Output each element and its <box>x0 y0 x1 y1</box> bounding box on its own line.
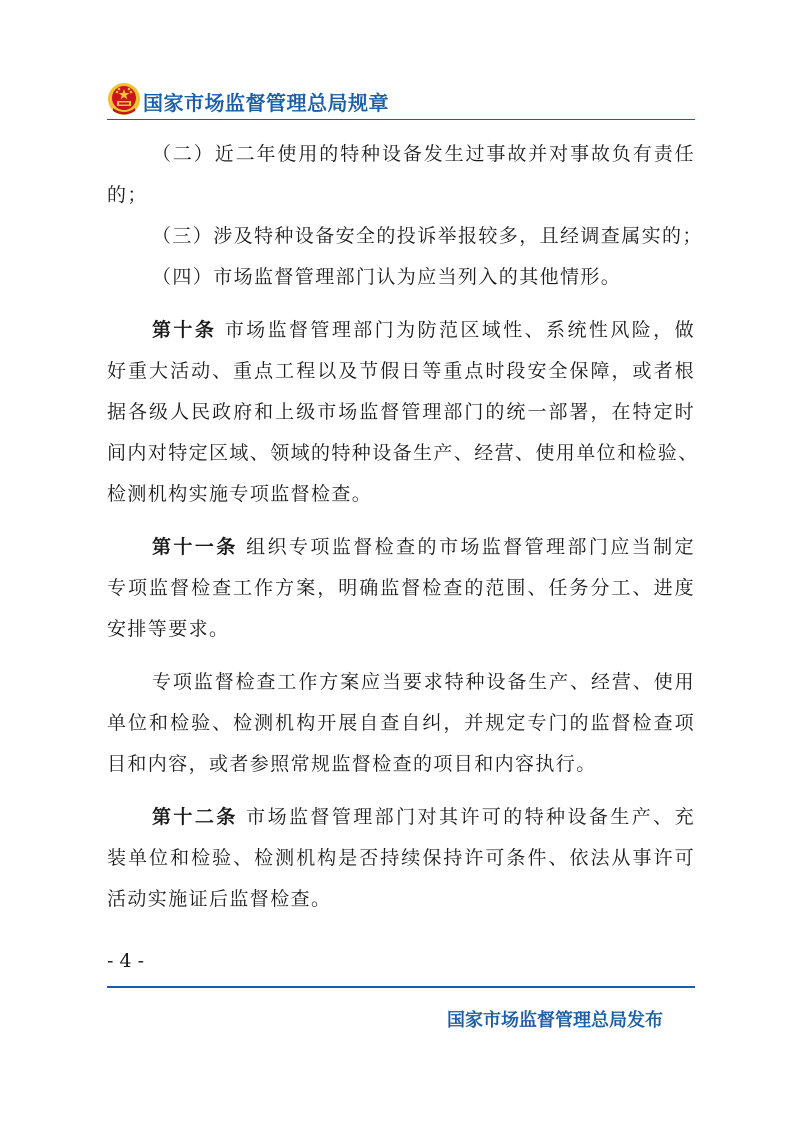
article-11-text-1: 组织专项监督检查的市场监督管理部门应当制定 <box>246 536 695 558</box>
clause-2-line-1: （二）近二年使用的特种设备发生过事故并对事故负有责任 <box>152 143 695 165</box>
article-11-para-2-line-1: 专项监督检查工作方案应当要求特种设备生产、经营、使用 <box>152 671 695 693</box>
article-10-line-3: 据各级人民政府和上级市场监督管理部门的统一部署，在特定时 <box>107 401 695 423</box>
article-11-line-3: 安排等要求。 <box>107 618 230 640</box>
article-12-line-3: 活动实施证后监督检查。 <box>107 888 332 910</box>
article-11-label: 第十一条 <box>152 536 238 558</box>
article-12-label: 第十二条 <box>152 806 238 828</box>
document-body <box>107 134 703 920</box>
footer-divider <box>107 986 695 988</box>
footer-publisher: 国家市场监督管理总局发布 <box>447 1010 663 1031</box>
article-12-text-1: 市场监督管理部门对其许可的特种设备生产、充 <box>246 806 695 828</box>
article-11-para-2-line-2: 单位和检验、检测机构开展自查自纠，并规定专门的监督检查项 <box>107 712 695 734</box>
clause-3: （三）涉及特种设备安全的投诉举报较多，且经调查属实的； <box>152 225 703 247</box>
header-title: 国家市场监督管理总局规章 <box>143 91 389 115</box>
article-11-line-2: 专项监督检查工作方案，明确监督检查的范围、任务分工、进度 <box>107 577 695 599</box>
article-10-line-2: 好重大活动、重点工程以及节假日等重点时段安全保障，或者根 <box>107 360 695 382</box>
document-header <box>107 82 695 120</box>
article-10-line-1 <box>107 310 695 351</box>
header-divider <box>107 119 695 120</box>
article-10-label: 第十条 <box>152 319 217 341</box>
article-11-para-2-line-3: 目和内容，或者参照常规监督检查的项目和内容执行。 <box>107 753 597 775</box>
article-10-text-1: 市场监督管理部门为防范区域性、系统性风险，做 <box>224 319 695 341</box>
clause-2-line-2: 的； <box>107 184 148 206</box>
article-12-line-2: 装单位和检验、检测机构是否持续保持许可条件、依法从事许可 <box>107 847 695 869</box>
article-11-line-1 <box>107 527 695 568</box>
article-12-line-1 <box>107 797 695 838</box>
clause-4: （四）市场监督管理部门认为应当列入的其他情形。 <box>152 266 622 288</box>
national-emblem-icon <box>107 82 141 116</box>
page-number: - 4 - <box>107 950 145 972</box>
article-10-line-5: 检测机构实施专项监督检查。 <box>107 483 373 505</box>
article-10-line-4: 间内对特定区域、领域的特种设备生产、经营、使用单位和检验、 <box>107 442 699 464</box>
